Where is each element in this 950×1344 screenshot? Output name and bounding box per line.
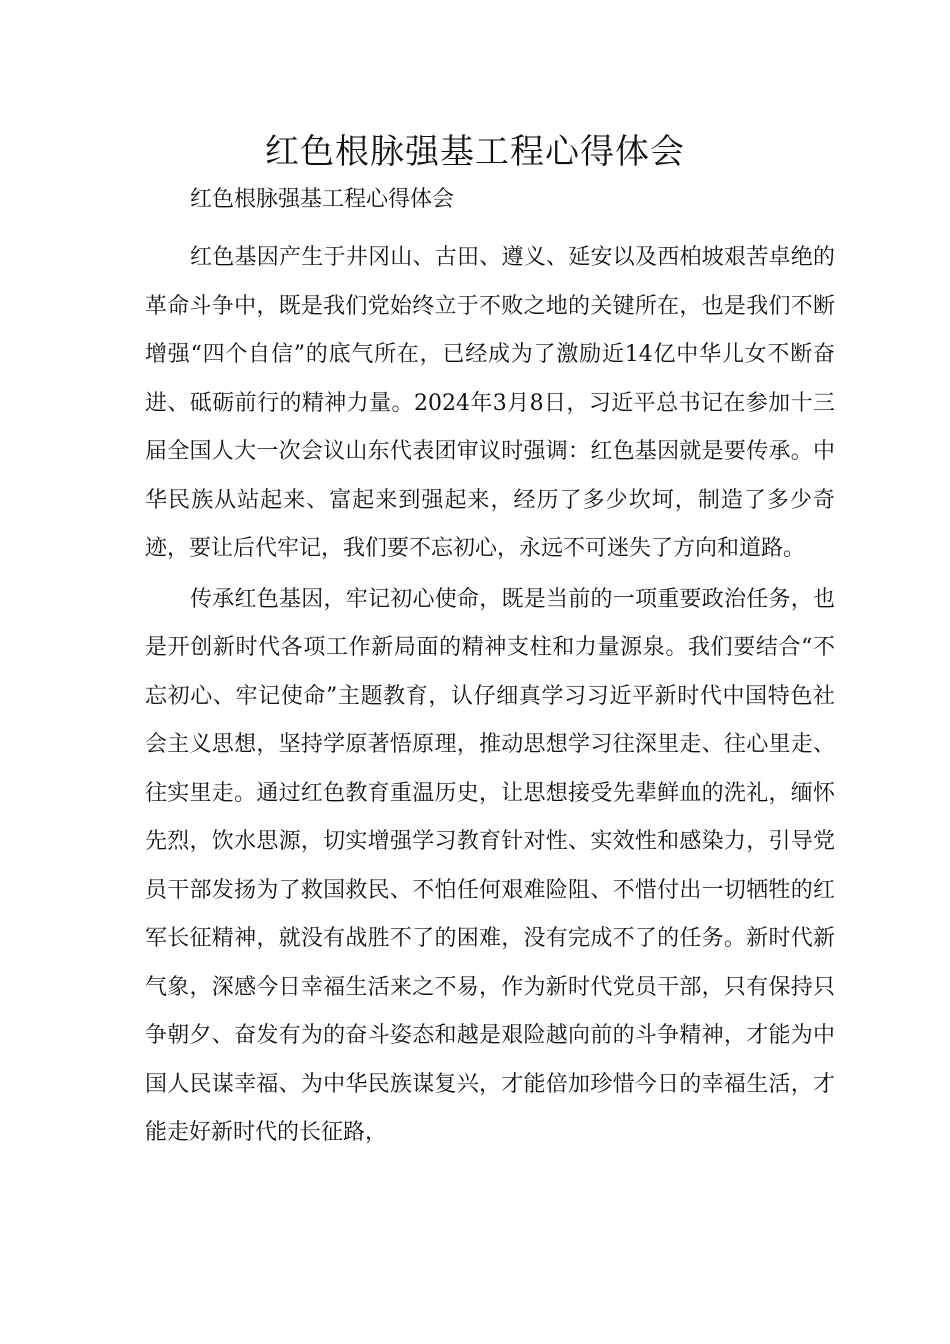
body-paragraph: 红色基因产生于井冈山、古田、遵义、延安以及西柏坡艰苦卓绝的革命斗争中，既是我们党始终立于不败之地的关键所在，也是我们不断增强“四个自信”的底气所在，已经成为了激励近14亿中华儿女不断奋进、砥砺前行的精神力量。2024年3月8日，习近平总书记在参加十三届全国人大一次会议山东代表团审议时强调：红色基因就是要传承。中华民族从站起来、富起来到强起来，经历了多少坎坷，制造了多少奇迹，要让后代牢记，我们要不忘初心，永远不可迷失了方向和道路。 bbox=[145, 245, 835, 561]
document-body bbox=[145, 234, 835, 1160]
document-title: 红色根脉强基工程心得体会 bbox=[265, 132, 685, 172]
document-subtitle: 红色根脉强基工程心得体会 bbox=[190, 187, 455, 212]
body-paragraph: 传承红色基因，牢记初心使命，既是当前的一项重要政治任务，也是开创新时代各项工作新局面的精神支柱和力量源泉。我们要结合“不忘初心、牢记使命”主题教育，认仔细真学习习近平新时代中国特色社会主义思想，坚持学原著悟原理，推动思想学习往深里走、往心里走、往实里走。通过红色教育重温历史，让思想接受先辈鲜血的洗礼，缅怀先烈，饮水思源，切实增强学习教育针对性、实效性和感染力，引导党员干部发扬为了救国救民、不怕任何艰难险阻、不惜付出一切牺牲的红军长征精神，就没有战胜不了的困难，没有完成不了的任务。新时代新气象，深感今日幸福生活来之不易，作为新时代党员干部，只有保持只争朝夕、奋发有为的奋斗姿态和越是艰险越向前的斗争精神，才能为中国人民谋幸福、为中华民族谋复兴，才能倍加珍惜今日的幸福生活，才能走好新时代的长征路， bbox=[145, 586, 835, 1145]
